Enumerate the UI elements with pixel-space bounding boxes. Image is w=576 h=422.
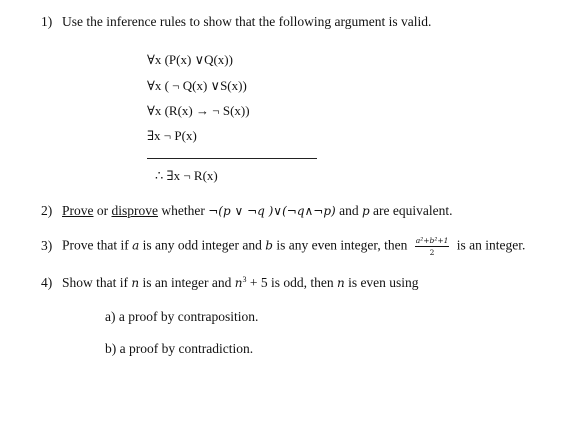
variable-n: n xyxy=(336,276,345,290)
plus-five: + 5 xyxy=(246,275,268,290)
whether-word: whether xyxy=(158,203,209,218)
variable-p: p xyxy=(361,204,370,218)
fraction-numerator: a²+b²+1 xyxy=(415,236,449,245)
and-word: and xyxy=(335,203,362,218)
variable-n: n xyxy=(234,276,243,290)
disprove-word: disprove xyxy=(111,203,158,218)
question-text-part: is an integer. xyxy=(453,237,526,253)
exponent: 3 xyxy=(242,275,247,284)
question-4 xyxy=(41,275,419,291)
question-text: Use the inference rules to show that the following argument is valid. xyxy=(62,14,432,29)
question-1 xyxy=(41,14,431,30)
question-number: 2) xyxy=(41,203,53,218)
variable-b: b xyxy=(265,238,273,253)
logic-expression: ¬(p ∨ ¬q )∨(¬q∧¬p) xyxy=(208,204,336,218)
part-a: a) a proof by contraposition. xyxy=(105,309,259,324)
question-text-part: is an integer and xyxy=(139,275,235,290)
question-text-part: is even using xyxy=(344,275,419,290)
or-word: or xyxy=(93,203,112,218)
question-text-part: Prove that if xyxy=(62,237,133,253)
question-2 xyxy=(41,203,452,219)
question-text-part: Show that if xyxy=(62,275,132,290)
question-text-part: is odd, then xyxy=(267,275,337,290)
variable-a: a xyxy=(132,238,140,253)
premise-2: ∀x ( ¬ Q(x) ∨S(x)) xyxy=(147,78,247,93)
fraction-denominator: 2 xyxy=(429,247,435,257)
premise-4: ∃x ¬ P(x) xyxy=(147,128,197,143)
variable-n: n xyxy=(131,276,140,290)
conclusion-divider xyxy=(147,158,317,159)
question-number: 4) xyxy=(41,275,53,290)
premise-1: ∀x (P(x) ∨Q(x)) xyxy=(147,52,233,67)
fraction xyxy=(415,237,450,256)
question-end: are equivalent. xyxy=(369,203,453,218)
question-text-part: is any odd integer and xyxy=(139,237,266,253)
question-3 xyxy=(41,237,525,256)
part-b: b) a proof by contradiction. xyxy=(105,341,254,356)
question-number: 1) xyxy=(41,14,53,29)
question-number: 3) xyxy=(41,237,53,253)
question-text-part: is any even integer, then xyxy=(272,237,411,253)
prove-word: Prove xyxy=(62,203,94,218)
conclusion: ∴ ∃x ¬ R(x) xyxy=(155,168,218,183)
premise-3: ∀x (R(x) → ¬ S(x)) xyxy=(147,103,250,118)
